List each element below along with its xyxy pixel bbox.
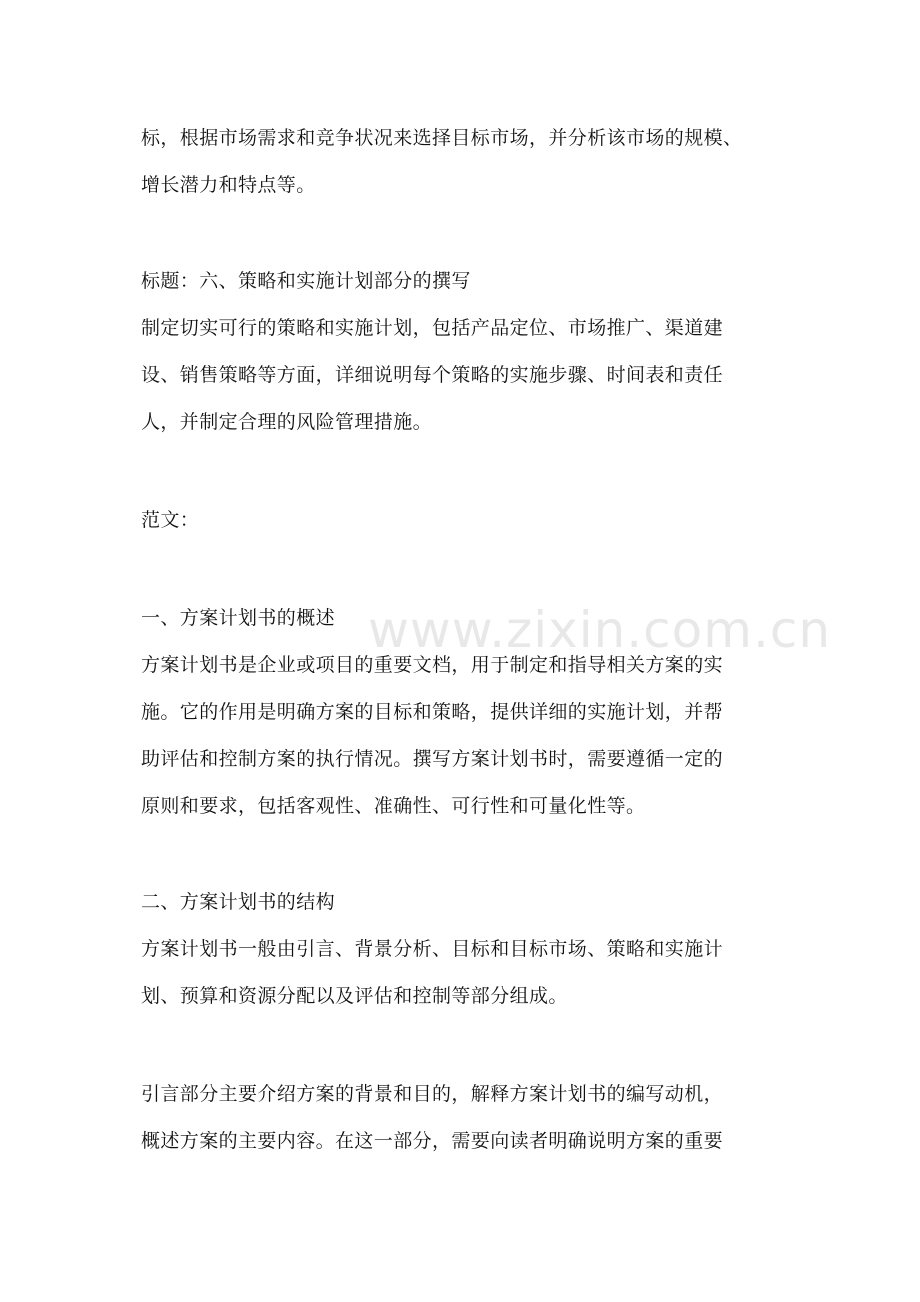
section-heading: 标题：六、策略和实施计划部分的撰写 xyxy=(141,270,471,292)
paragraph-line: 施。它的作用是明确方案的目标和策略，提供详细的实施计划，并帮 xyxy=(141,701,724,723)
paragraph-line: 原则和要求，包括客观性、准确性、可行性和可量化性等。 xyxy=(141,795,646,817)
paragraph-line: 人，并制定合理的风险管理措施。 xyxy=(141,411,433,433)
section-heading: 二、方案计划书的结构 xyxy=(141,891,336,913)
paragraph-line: 设、销售策略等方面，详细说明每个策略的实施步骤、时间表和责任 xyxy=(141,364,724,386)
paragraph-line: 制定切实可行的策略和实施计划，包括产品定位、市场推广、渠道建 xyxy=(141,317,724,339)
section-heading: 一、方案计划书的概述 xyxy=(141,607,336,629)
watermark: www.zixin.com.cn xyxy=(368,601,832,659)
paragraph-line: 助评估和控制方案的执行情况。撰写方案计划书时，需要遵循一定的 xyxy=(141,748,724,770)
paragraph-line: 标，根据市场需求和竞争状况来选择目标市场，并分析该市场的规模、 xyxy=(141,127,743,149)
section-heading: 范文： xyxy=(141,509,200,531)
paragraph-line: 增长潜力和特点等。 xyxy=(141,174,316,196)
paragraph-line: 方案计划书是企业或项目的重要文档，用于制定和指导相关方案的实 xyxy=(141,654,724,676)
paragraph-line: 方案计划书一般由引言、背景分析、目标和目标市场、策略和实施计 xyxy=(141,938,724,960)
paragraph-line: 引言部分主要介绍方案的背景和目的，解释方案计划书的编写动机， xyxy=(141,1083,724,1105)
paragraph-line: 划、预算和资源分配以及评估和控制等部分组成。 xyxy=(141,985,568,1007)
paragraph-line: 概述方案的主要内容。在这一部分，需要向读者明确说明方案的重要 xyxy=(141,1130,724,1152)
